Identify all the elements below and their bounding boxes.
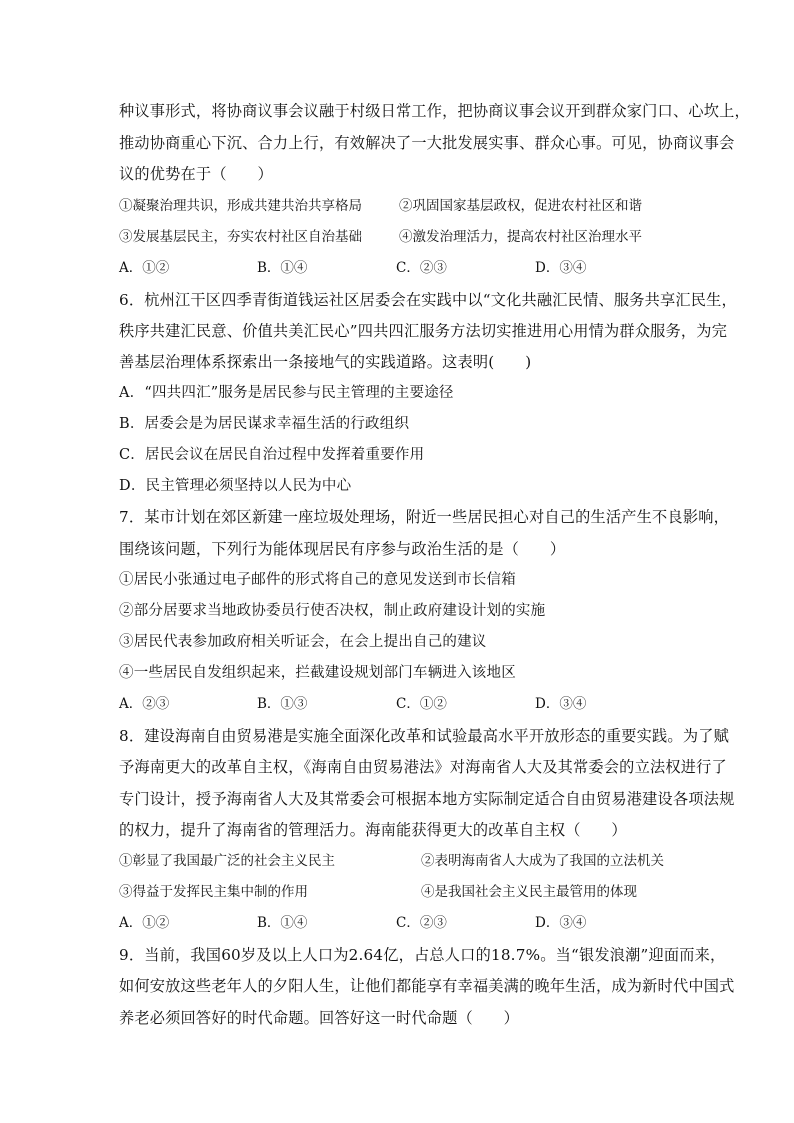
- q5-item-2: ②巩固国家基层政权，促进农村社区和谐: [399, 198, 642, 214]
- q5-choice-c: C．②③: [396, 260, 447, 276]
- q8-item-1: ①彰显了我国最广泛的社会主义民主: [119, 853, 335, 869]
- q5-choice-d: D．③④: [535, 260, 587, 276]
- q8-items-row-1: [119, 851, 679, 871]
- q5-line-3: 议的优势在于（ ）: [119, 165, 273, 183]
- q7-choice-b: B．①③: [257, 696, 308, 712]
- q8-line-1: 8．建设海南自由贸易港是实施全面深化改革和试验最高水平开放形态的重要实践。为了赋: [119, 727, 729, 745]
- q5-items-row-1: [119, 196, 679, 216]
- q6-option-b: B．居委会是为居民谋求幸福生活的行政组织: [119, 416, 410, 432]
- q8-choices: [119, 913, 679, 933]
- q9-line-2: 如何安放这些老年人的夕阳人生，让他们都能享有幸福美满的晚年生活，成为新时代中国式: [119, 977, 735, 995]
- q8-line-4: 的权力，提升了海南省的管理活力。海南能获得更大的改革自主权（ ）: [119, 821, 627, 839]
- q6-line-3: 善基层治理体系探索出一条接地气的实践道路。这表明( ): [119, 353, 532, 371]
- q6-line-2: 秩序共建汇民意、价值共美汇民心”四共四汇服务方法切实推进用心用情为群众服务，为完: [119, 322, 728, 340]
- q8-line-3: 专门设计，授予海南省人大及其常委会可根据本地方实际制定适合自由贸易港建设各项法规: [119, 790, 735, 808]
- q7-line-1: 7．某市计划在郊区新建一座垃圾处理场，附近一些居民担心对自己的生活产生不良影响，: [119, 508, 729, 526]
- q7-choice-c: C．①②: [396, 696, 447, 712]
- q6-option-d: D．民主管理必须坚持以人民为中心: [119, 478, 352, 494]
- q5-item-3: ③发展基层民主，夯实农村社区自治基础: [119, 229, 362, 245]
- q9-line-1: 9．当前，我国60岁及以上人口为2.64亿，占总人口的18.7%。当“银发浪潮”迎面而来，: [119, 946, 726, 964]
- q5-choice-b: B．①④: [257, 260, 308, 276]
- q7-choice-a: A．②③: [119, 696, 170, 712]
- q5-line-1: 种议事形式，将协商议事会议融于村级日常工作，把协商议事会议开到群众家门口、心坎上，: [119, 102, 750, 120]
- q8-item-4: ④是我国社会主义民主最管用的体现: [421, 884, 637, 900]
- q8-items-row-2: [119, 882, 679, 902]
- q5-choices: [119, 258, 679, 278]
- q6-line-1: 6．杭州江干区四季青街道钱运社区居委会在实践中以“文化共融汇民情、服务共享汇民生，: [119, 291, 737, 309]
- q8-line-2: 予海南更大的改革自主权，《海南自由贸易港法》对海南省人大及其常委会的立法权进行了: [119, 758, 727, 776]
- q8-item-3: ③得益于发挥民主集中制的作用: [119, 884, 308, 900]
- q9-line-3: 养老必须回答好的时代命题。回答好这一时代命题（ ）: [119, 1009, 520, 1027]
- q8-choice-a: A．①②: [119, 915, 170, 931]
- q7-choice-d: D．③④: [535, 696, 587, 712]
- q5-item-1: ①凝聚治理共识，形成共建共治共享格局: [119, 198, 362, 214]
- q7-line-2: 围绕该问题，下列行为能体现居民有序参与政治生活的是（ ）: [119, 540, 566, 558]
- q7-item-3: ③居民代表参加政府相关听证会，在会上提出自己的建议: [119, 634, 487, 650]
- q8-item-2: ②表明海南省人大成为了我国的立法机关: [421, 853, 664, 869]
- q6-option-c: C．居民会议在居民自治过程中发挥着重要作用: [119, 447, 425, 463]
- q8-choice-c: C．②③: [396, 915, 447, 931]
- q5-item-4: ④激发治理活力，提高农村社区治理水平: [399, 229, 642, 245]
- q7-item-1: ①居民小张通过电子邮件的形式将自己的意见发送到市长信箱: [119, 572, 516, 588]
- q8-choice-b: B．①④: [257, 915, 308, 931]
- q5-line-2: 推动协商重心下沉、合力上行，有效解决了一大批发展实事、群众心事。可见，协商议事会: [119, 134, 735, 152]
- q5-items-row-2: [119, 227, 679, 247]
- q8-choice-d: D．③④: [535, 915, 587, 931]
- q7-item-4: ④一些居民自发组织起来，拦截建设规划部门车辆进入该地区: [119, 665, 516, 681]
- q7-choices: [119, 694, 679, 714]
- q7-item-2: ②部分居要求当地政协委员行使否决权，制止政府建设计划的实施: [119, 603, 546, 619]
- q5-choice-a: A．①②: [119, 260, 170, 276]
- q6-option-a: A．“四共四汇”服务是居民参与民主管理的主要途径: [119, 385, 454, 401]
